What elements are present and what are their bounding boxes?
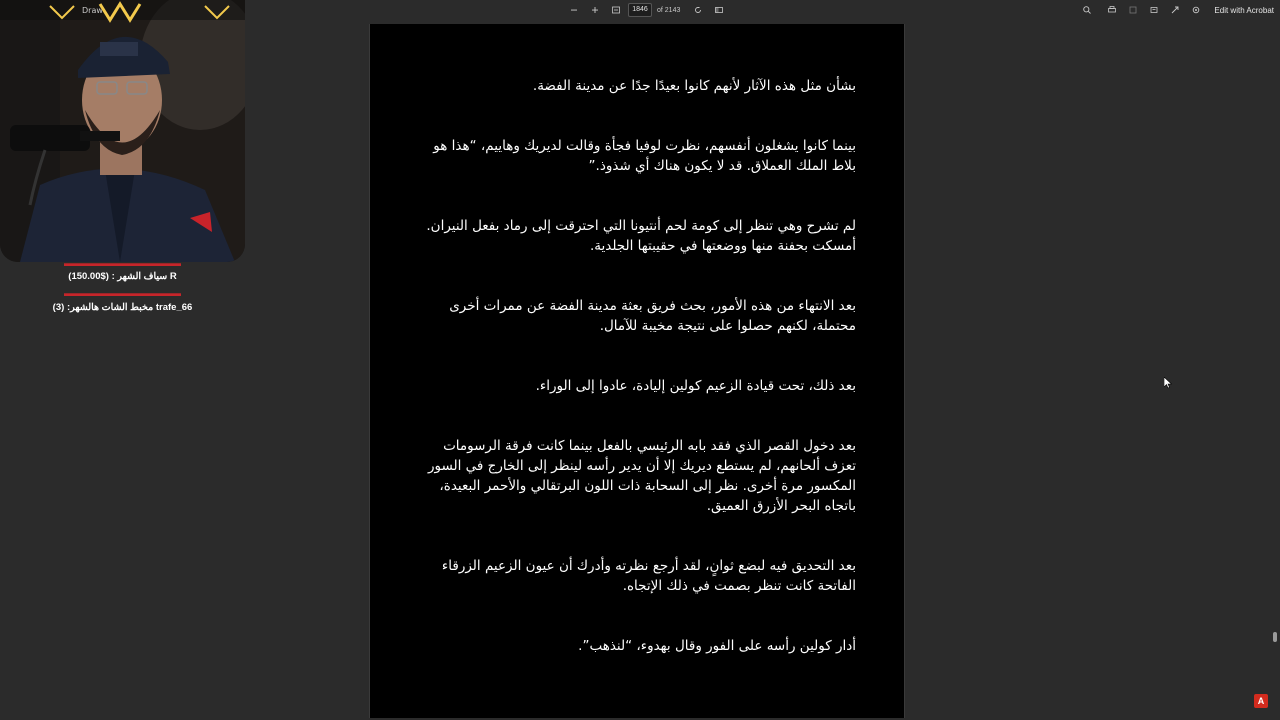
overlay-top-donor: سياف الشهر : ($150.00) R xyxy=(68,271,177,282)
paragraph-2: بينما كانوا يشغلون أنفسهم، نظرت لوفيا فجأة وقالت لديريك وهاييم، “هذا هو بلاط الملك العملاق. قد لا يكون هناك أي شذوذ.” xyxy=(433,138,856,174)
search-icon[interactable] xyxy=(1080,3,1094,17)
paragraph-1: بشأن مثل هذه الآثار لأنهم كانوا بعيدًا جدًا عن مدينة الفضة. xyxy=(532,78,856,94)
webcam-overlay xyxy=(0,0,245,262)
page-total-label: of 2143 xyxy=(657,6,681,14)
streamer-image xyxy=(0,0,245,262)
overlay-top-chatter: مخبط الشات هالشهر: (3) trafe_66 xyxy=(52,302,193,313)
paragraph-4: بعد الانتهاء من هذه الأمور، بحث فريق بعثة مدينة الفضة عن ممرات أخرى محتملة، لكنهم حصلوا على نتيجة مخيبة للآمال. xyxy=(449,298,856,334)
scrollbar-thumb[interactable] xyxy=(1273,632,1277,642)
paragraph-8: أدار كولين رأسه على الفور وقال بهدوء، “لنذهب”. xyxy=(578,638,856,654)
mouse-cursor-icon xyxy=(1164,377,1172,389)
paragraph-3: لم تشرح وهي تنظر إلى كومة لحم أنتيونا التي احترقت إلى رماد بفعل النيران. أمسكت بحفنة منها ووضعتها في حقيبتها الجلدية. xyxy=(426,218,856,254)
share-icon[interactable] xyxy=(1147,3,1161,17)
print-icon[interactable] xyxy=(1105,3,1119,17)
toolbar-center-group xyxy=(565,3,728,17)
svg-text:Draw: Draw xyxy=(82,6,103,15)
expand-icon[interactable] xyxy=(1168,3,1182,17)
toolbar-right-group xyxy=(1078,3,1274,17)
overlay-red-line-1: ▬▬▬▬▬▬▬▬▬▬▬▬▬ xyxy=(64,258,181,268)
save-icon[interactable] xyxy=(1126,3,1140,17)
vertical-scrollbar[interactable] xyxy=(1272,24,1278,718)
rotate-icon[interactable] xyxy=(691,3,705,17)
acrobat-icon[interactable]: A xyxy=(1254,694,1268,708)
fit-page-icon[interactable] xyxy=(609,3,623,17)
page-number-input[interactable]: 1846 xyxy=(628,3,652,17)
paragraph-7: بعد التحديق فيه لبضع ثوانٍ، لقد أرجع نظرته وأدرك أن عيون الزعيم الزرقاء الفاتحة كانت تنظر بصمت في ذلك الإتجاه. xyxy=(441,558,856,594)
pdf-page xyxy=(369,24,905,718)
overlay-red-line-2: ▬▬▬▬▬▬▬▬▬▬▬▬▬ xyxy=(64,288,181,298)
settings-icon[interactable] xyxy=(1189,3,1203,17)
paragraph-6: بعد دخول القصر الذي فقد بابه الرئيسي بالفعل بينما كانت فرقة الرسومات تعزف ألحانهم، لم يستطع ديريك إلا أن يدير رأسه لينظر إلى الخارج في السور المكسور مرة أخرى. نظر إلى السحابة ذات اللون البرتقالي والأحمر البعيدة، باتجاه البحر الأزرق العميق. xyxy=(427,438,856,514)
page-view-icon[interactable] xyxy=(712,3,726,17)
edit-with-acrobat-button[interactable]: Edit with Acrobat xyxy=(1214,5,1274,15)
paragraph-5: بعد ذلك، تحت قيادة الزعيم كولين إليادة، عادوا إلى الوراء. xyxy=(535,378,856,394)
zoom-in-icon[interactable] xyxy=(588,3,602,17)
zoom-out-icon[interactable] xyxy=(567,3,581,17)
